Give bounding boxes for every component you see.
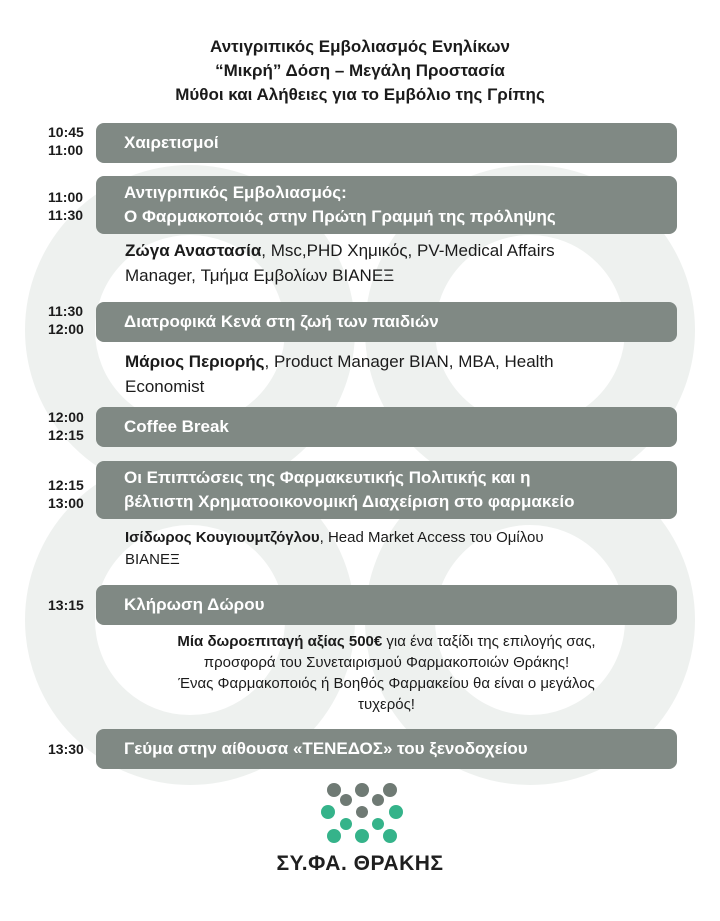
- session-speaker: [125, 527, 544, 571]
- session-speaker: [125, 238, 555, 288]
- session-title: Χαιρετισμοί: [124, 133, 219, 152]
- raffle-text: προσφορά του Συνεταιρισμού Φαρμακοποιών Θράκης!: [203, 654, 570, 671]
- session-title-line: Αντιγριπικός Εμβολιασμός:: [124, 183, 347, 202]
- speaker-role: Economist: [125, 377, 205, 396]
- speaker-name: Μάριος Περιορής: [125, 352, 265, 371]
- end-time: 11:00: [48, 142, 84, 158]
- start-time: 10:45: [48, 124, 84, 140]
- raffle-prize: Μία δωροεπιταγή αξίας 500€: [177, 633, 383, 650]
- start-time: 12:15: [48, 477, 84, 493]
- session-title-line: Οι Επιπτώσεις της Φαρμακευτικής Πολιτικής και η: [124, 468, 531, 487]
- session-bar-nutrition: [96, 302, 677, 342]
- start-time: 13:30: [48, 741, 84, 757]
- session-bar-coffee-break: [96, 407, 677, 447]
- event-subtitle: “Μικρή” Δόση – Μεγάλη Προστασία: [215, 61, 505, 80]
- end-time: 12:15: [48, 427, 84, 443]
- end-time: 12:00: [48, 321, 84, 337]
- speaker-name: Ισίδωρος Κουγιουμτζόγλου: [125, 529, 320, 546]
- raffle-text: Ένας Φαρμακοποιός ή Βοηθός Φαρμακείου θα είναι ο μεγάλος: [178, 675, 595, 692]
- raffle-text: για ένα ταξίδι της επιλογής σας,: [382, 633, 596, 650]
- session-bar-lunch: [96, 729, 677, 769]
- speaker-name: Ζώγα Αναστασία: [125, 241, 262, 260]
- speaker-role: , Product Manager BIAN, MBA, Health: [264, 352, 554, 371]
- event-title: Αντιγριπικός Εμβολιασμός Ενηλίκων: [210, 37, 510, 56]
- session-time: [48, 302, 84, 338]
- session-time: [48, 596, 84, 614]
- session-bar-raffle: [96, 585, 677, 625]
- speaker-role: Manager, Τμήμα Εμβολίων ΒΙΑΝΕΞ: [125, 266, 395, 285]
- session-title: Διατροφικά Κενά στη ζωή των παιδιών: [124, 312, 439, 331]
- end-time: 11:30: [48, 207, 84, 223]
- session-time: [48, 740, 84, 758]
- start-time: 11:30: [48, 303, 84, 319]
- start-time: 13:15: [48, 597, 84, 613]
- session-time: [48, 123, 84, 159]
- session-title-line: βέλτιστη Χρηματοοικονομική Διαχείριση στο φαρμακείο: [124, 492, 575, 511]
- session-speaker: [125, 349, 554, 399]
- speaker-role: , Msc,PHD Χημικός, PV-Medical Affairs: [261, 241, 555, 260]
- session-title: Γεύμα στην αίθουσα «ΤΕΝΕΔΟΣ» του ξενοδοχείου: [124, 739, 528, 758]
- session-title: Coffee Break: [124, 417, 229, 436]
- event-topic: Μύθοι και Αλήθειες για το Εμβόλιο της Γρίπης: [175, 85, 545, 104]
- speaker-role: , Head Market Access του Ομίλου: [319, 529, 544, 546]
- logo-dark-dots: [327, 783, 397, 818]
- session-time: [48, 408, 84, 444]
- speaker-role: ΒΙΑΝΕΞ: [125, 551, 180, 568]
- session-bar-vaccination: [96, 176, 677, 234]
- logo-wordmark: ΣΥ.ΦΑ. ΘΡΑΚΗΣ: [276, 852, 444, 875]
- session-bar-greetings: [96, 123, 677, 163]
- session-title: Κλήρωση Δώρου: [124, 595, 265, 614]
- end-time: 13:00: [48, 495, 84, 511]
- event-header: [0, 35, 720, 107]
- session-time: [48, 188, 83, 224]
- session-bar-pharma-policy: [96, 461, 677, 519]
- raffle-text: τυχερός!: [358, 696, 415, 713]
- session-time: [48, 476, 84, 512]
- raffle-description: [96, 631, 677, 715]
- session-title-line: Ο Φαρμακοποιός στην Πρώτη Γραμμή της πρόληψης: [124, 207, 556, 226]
- start-time: 12:00: [48, 409, 84, 425]
- syfa-thrakis-logo: [318, 780, 406, 844]
- start-time: 11:00: [48, 189, 84, 205]
